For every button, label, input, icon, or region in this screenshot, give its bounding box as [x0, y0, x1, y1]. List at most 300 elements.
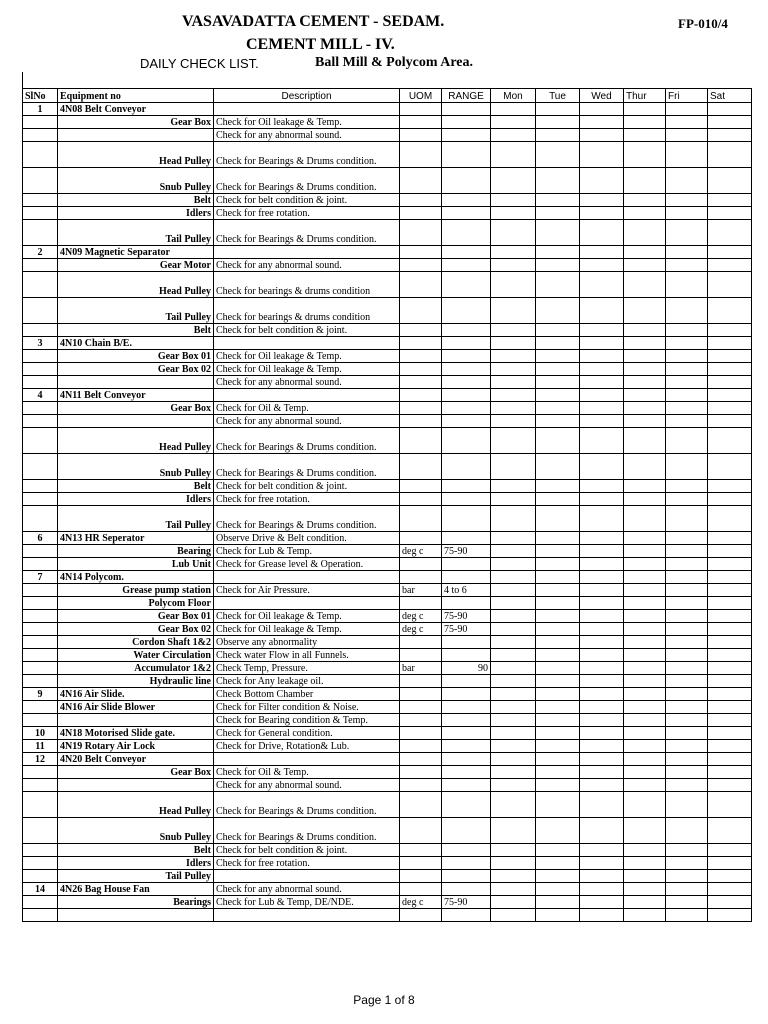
cell-wed-entry[interactable]	[580, 415, 624, 428]
cell-wed-entry[interactable]	[580, 103, 624, 116]
cell-wed-entry[interactable]	[580, 844, 624, 857]
cell-mon-entry[interactable]	[491, 779, 536, 792]
cell-sat-entry[interactable]	[708, 493, 752, 506]
cell-fri-entry[interactable]	[666, 376, 708, 389]
cell-thur-entry[interactable]	[624, 246, 666, 259]
cell-mon-entry[interactable]	[491, 493, 536, 506]
cell-mon-entry[interactable]	[491, 649, 536, 662]
cell-thur-entry[interactable]	[624, 597, 666, 610]
cell-wed-entry[interactable]	[580, 142, 624, 168]
cell-mon-entry[interactable]	[491, 428, 536, 454]
cell-sat-entry[interactable]	[708, 675, 752, 688]
cell-sat-entry[interactable]	[708, 727, 752, 740]
cell-tue-entry[interactable]	[536, 701, 580, 714]
cell-mon-entry[interactable]	[491, 298, 536, 324]
cell-thur-entry[interactable]	[624, 636, 666, 649]
cell-tue-entry[interactable]	[536, 545, 580, 558]
cell-mon-entry[interactable]	[491, 207, 536, 220]
cell-mon-entry[interactable]	[491, 857, 536, 870]
cell-mon-entry[interactable]	[491, 558, 536, 571]
cell-thur-entry[interactable]	[624, 649, 666, 662]
cell-wed-entry[interactable]	[580, 532, 624, 545]
cell-fri-entry[interactable]	[666, 649, 708, 662]
cell-tue-entry[interactable]	[536, 675, 580, 688]
cell-tue-entry[interactable]	[536, 727, 580, 740]
cell-sat-entry[interactable]	[708, 792, 752, 818]
cell-wed-entry[interactable]	[580, 610, 624, 623]
cell-fri-entry[interactable]	[666, 428, 708, 454]
cell-thur-entry[interactable]	[624, 909, 666, 922]
cell-tue-entry[interactable]	[536, 207, 580, 220]
cell-sat-entry[interactable]	[708, 376, 752, 389]
cell-tue-entry[interactable]	[536, 714, 580, 727]
cell-sat-entry[interactable]	[708, 220, 752, 246]
cell-tue-entry[interactable]	[536, 194, 580, 207]
cell-wed-entry[interactable]	[580, 168, 624, 194]
cell-thur-entry[interactable]	[624, 545, 666, 558]
cell-wed-entry[interactable]	[580, 727, 624, 740]
cell-fri-entry[interactable]	[666, 129, 708, 142]
cell-mon-entry[interactable]	[491, 220, 536, 246]
cell-thur-entry[interactable]	[624, 116, 666, 129]
cell-sat-entry[interactable]	[708, 909, 752, 922]
cell-fri-entry[interactable]	[666, 506, 708, 532]
cell-wed-entry[interactable]	[580, 909, 624, 922]
cell-sat-entry[interactable]	[708, 506, 752, 532]
cell-sat-entry[interactable]	[708, 259, 752, 272]
cell-thur-entry[interactable]	[624, 142, 666, 168]
cell-sat-entry[interactable]	[708, 402, 752, 415]
cell-sat-entry[interactable]	[708, 571, 752, 584]
cell-tue-entry[interactable]	[536, 116, 580, 129]
cell-thur-entry[interactable]	[624, 415, 666, 428]
cell-mon-entry[interactable]	[491, 636, 536, 649]
cell-sat-entry[interactable]	[708, 363, 752, 376]
cell-sat-entry[interactable]	[708, 194, 752, 207]
cell-wed-entry[interactable]	[580, 545, 624, 558]
cell-fri-entry[interactable]	[666, 493, 708, 506]
cell-sat-entry[interactable]	[708, 649, 752, 662]
cell-thur-entry[interactable]	[624, 298, 666, 324]
cell-tue-entry[interactable]	[536, 415, 580, 428]
cell-fri-entry[interactable]	[666, 753, 708, 766]
cell-mon-entry[interactable]	[491, 129, 536, 142]
cell-sat-entry[interactable]	[708, 545, 752, 558]
cell-tue-entry[interactable]	[536, 142, 580, 168]
cell-fri-entry[interactable]	[666, 363, 708, 376]
cell-tue-entry[interactable]	[536, 844, 580, 857]
cell-mon-entry[interactable]	[491, 896, 536, 909]
cell-sat-entry[interactable]	[708, 584, 752, 597]
cell-mon-entry[interactable]	[491, 870, 536, 883]
cell-thur-entry[interactable]	[624, 688, 666, 701]
cell-sat-entry[interactable]	[708, 636, 752, 649]
cell-tue-entry[interactable]	[536, 883, 580, 896]
cell-fri-entry[interactable]	[666, 142, 708, 168]
cell-tue-entry[interactable]	[536, 649, 580, 662]
cell-fri-entry[interactable]	[666, 545, 708, 558]
cell-thur-entry[interactable]	[624, 493, 666, 506]
cell-sat-entry[interactable]	[708, 428, 752, 454]
cell-sat-entry[interactable]	[708, 870, 752, 883]
cell-mon-entry[interactable]	[491, 259, 536, 272]
cell-sat-entry[interactable]	[708, 623, 752, 636]
cell-sat-entry[interactable]	[708, 272, 752, 298]
cell-thur-entry[interactable]	[624, 207, 666, 220]
cell-wed-entry[interactable]	[580, 480, 624, 493]
cell-thur-entry[interactable]	[624, 558, 666, 571]
cell-mon-entry[interactable]	[491, 610, 536, 623]
cell-wed-entry[interactable]	[580, 597, 624, 610]
cell-mon-entry[interactable]	[491, 454, 536, 480]
cell-thur-entry[interactable]	[624, 480, 666, 493]
cell-tue-entry[interactable]	[536, 688, 580, 701]
cell-tue-entry[interactable]	[536, 532, 580, 545]
cell-thur-entry[interactable]	[624, 532, 666, 545]
cell-thur-entry[interactable]	[624, 766, 666, 779]
cell-thur-entry[interactable]	[624, 584, 666, 597]
cell-sat-entry[interactable]	[708, 701, 752, 714]
cell-fri-entry[interactable]	[666, 389, 708, 402]
cell-sat-entry[interactable]	[708, 454, 752, 480]
cell-tue-entry[interactable]	[536, 376, 580, 389]
cell-thur-entry[interactable]	[624, 506, 666, 532]
cell-mon-entry[interactable]	[491, 506, 536, 532]
cell-sat-entry[interactable]	[708, 103, 752, 116]
cell-thur-entry[interactable]	[624, 623, 666, 636]
cell-mon-entry[interactable]	[491, 194, 536, 207]
cell-sat-entry[interactable]	[708, 324, 752, 337]
cell-thur-entry[interactable]	[624, 779, 666, 792]
cell-wed-entry[interactable]	[580, 701, 624, 714]
cell-mon-entry[interactable]	[491, 103, 536, 116]
cell-tue-entry[interactable]	[536, 298, 580, 324]
cell-wed-entry[interactable]	[580, 363, 624, 376]
cell-fri-entry[interactable]	[666, 662, 708, 675]
cell-fri-entry[interactable]	[666, 207, 708, 220]
cell-tue-entry[interactable]	[536, 740, 580, 753]
cell-sat-entry[interactable]	[708, 662, 752, 675]
cell-fri-entry[interactable]	[666, 610, 708, 623]
cell-fri-entry[interactable]	[666, 259, 708, 272]
cell-wed-entry[interactable]	[580, 207, 624, 220]
cell-wed-entry[interactable]	[580, 883, 624, 896]
cell-mon-entry[interactable]	[491, 376, 536, 389]
cell-tue-entry[interactable]	[536, 753, 580, 766]
cell-fri-entry[interactable]	[666, 909, 708, 922]
cell-fri-entry[interactable]	[666, 584, 708, 597]
cell-thur-entry[interactable]	[624, 870, 666, 883]
cell-fri-entry[interactable]	[666, 727, 708, 740]
cell-fri-entry[interactable]	[666, 883, 708, 896]
cell-sat-entry[interactable]	[708, 610, 752, 623]
cell-fri-entry[interactable]	[666, 740, 708, 753]
cell-tue-entry[interactable]	[536, 909, 580, 922]
cell-mon-entry[interactable]	[491, 363, 536, 376]
cell-tue-entry[interactable]	[536, 272, 580, 298]
cell-wed-entry[interactable]	[580, 571, 624, 584]
cell-thur-entry[interactable]	[624, 129, 666, 142]
cell-wed-entry[interactable]	[580, 428, 624, 454]
cell-tue-entry[interactable]	[536, 597, 580, 610]
cell-sat-entry[interactable]	[708, 207, 752, 220]
cell-mon-entry[interactable]	[491, 766, 536, 779]
cell-sat-entry[interactable]	[708, 844, 752, 857]
cell-mon-entry[interactable]	[491, 415, 536, 428]
cell-tue-entry[interactable]	[536, 259, 580, 272]
cell-thur-entry[interactable]	[624, 168, 666, 194]
cell-fri-entry[interactable]	[666, 792, 708, 818]
cell-fri-entry[interactable]	[666, 779, 708, 792]
cell-tue-entry[interactable]	[536, 454, 580, 480]
cell-thur-entry[interactable]	[624, 194, 666, 207]
cell-wed-entry[interactable]	[580, 454, 624, 480]
cell-sat-entry[interactable]	[708, 688, 752, 701]
cell-thur-entry[interactable]	[624, 818, 666, 844]
cell-fri-entry[interactable]	[666, 571, 708, 584]
cell-tue-entry[interactable]	[536, 584, 580, 597]
cell-wed-entry[interactable]	[580, 714, 624, 727]
cell-fri-entry[interactable]	[666, 220, 708, 246]
cell-sat-entry[interactable]	[708, 142, 752, 168]
cell-fri-entry[interactable]	[666, 480, 708, 493]
cell-tue-entry[interactable]	[536, 350, 580, 363]
cell-mon-entry[interactable]	[491, 532, 536, 545]
cell-fri-entry[interactable]	[666, 402, 708, 415]
cell-mon-entry[interactable]	[491, 727, 536, 740]
cell-tue-entry[interactable]	[536, 506, 580, 532]
cell-fri-entry[interactable]	[666, 168, 708, 194]
cell-wed-entry[interactable]	[580, 506, 624, 532]
cell-sat-entry[interactable]	[708, 298, 752, 324]
cell-mon-entry[interactable]	[491, 116, 536, 129]
cell-sat-entry[interactable]	[708, 558, 752, 571]
cell-mon-entry[interactable]	[491, 597, 536, 610]
cell-mon-entry[interactable]	[491, 545, 536, 558]
cell-thur-entry[interactable]	[624, 610, 666, 623]
cell-thur-entry[interactable]	[624, 675, 666, 688]
cell-fri-entry[interactable]	[666, 870, 708, 883]
cell-fri-entry[interactable]	[666, 597, 708, 610]
cell-sat-entry[interactable]	[708, 779, 752, 792]
cell-wed-entry[interactable]	[580, 376, 624, 389]
cell-thur-entry[interactable]	[624, 701, 666, 714]
cell-fri-entry[interactable]	[666, 337, 708, 350]
cell-fri-entry[interactable]	[666, 675, 708, 688]
cell-sat-entry[interactable]	[708, 740, 752, 753]
cell-sat-entry[interactable]	[708, 116, 752, 129]
cell-tue-entry[interactable]	[536, 623, 580, 636]
cell-tue-entry[interactable]	[536, 389, 580, 402]
cell-thur-entry[interactable]	[624, 792, 666, 818]
cell-wed-entry[interactable]	[580, 350, 624, 363]
cell-wed-entry[interactable]	[580, 194, 624, 207]
cell-mon-entry[interactable]	[491, 714, 536, 727]
cell-mon-entry[interactable]	[491, 844, 536, 857]
cell-fri-entry[interactable]	[666, 714, 708, 727]
cell-fri-entry[interactable]	[666, 350, 708, 363]
cell-sat-entry[interactable]	[708, 389, 752, 402]
cell-thur-entry[interactable]	[624, 844, 666, 857]
cell-fri-entry[interactable]	[666, 324, 708, 337]
cell-fri-entry[interactable]	[666, 298, 708, 324]
cell-sat-entry[interactable]	[708, 168, 752, 194]
cell-tue-entry[interactable]	[536, 402, 580, 415]
cell-wed-entry[interactable]	[580, 857, 624, 870]
cell-tue-entry[interactable]	[536, 363, 580, 376]
cell-mon-entry[interactable]	[491, 753, 536, 766]
cell-wed-entry[interactable]	[580, 402, 624, 415]
cell-wed-entry[interactable]	[580, 779, 624, 792]
cell-fri-entry[interactable]	[666, 688, 708, 701]
cell-thur-entry[interactable]	[624, 376, 666, 389]
cell-wed-entry[interactable]	[580, 818, 624, 844]
cell-mon-entry[interactable]	[491, 909, 536, 922]
cell-mon-entry[interactable]	[491, 688, 536, 701]
cell-thur-entry[interactable]	[624, 350, 666, 363]
cell-wed-entry[interactable]	[580, 584, 624, 597]
cell-mon-entry[interactable]	[491, 389, 536, 402]
cell-thur-entry[interactable]	[624, 103, 666, 116]
cell-sat-entry[interactable]	[708, 246, 752, 259]
cell-mon-entry[interactable]	[491, 701, 536, 714]
cell-tue-entry[interactable]	[536, 870, 580, 883]
cell-mon-entry[interactable]	[491, 571, 536, 584]
cell-sat-entry[interactable]	[708, 896, 752, 909]
cell-wed-entry[interactable]	[580, 337, 624, 350]
cell-wed-entry[interactable]	[580, 116, 624, 129]
cell-fri-entry[interactable]	[666, 415, 708, 428]
cell-sat-entry[interactable]	[708, 883, 752, 896]
cell-tue-entry[interactable]	[536, 662, 580, 675]
cell-fri-entry[interactable]	[666, 116, 708, 129]
cell-fri-entry[interactable]	[666, 818, 708, 844]
cell-mon-entry[interactable]	[491, 272, 536, 298]
cell-wed-entry[interactable]	[580, 740, 624, 753]
cell-sat-entry[interactable]	[708, 415, 752, 428]
cell-tue-entry[interactable]	[536, 792, 580, 818]
cell-thur-entry[interactable]	[624, 259, 666, 272]
cell-mon-entry[interactable]	[491, 402, 536, 415]
cell-wed-entry[interactable]	[580, 675, 624, 688]
cell-thur-entry[interactable]	[624, 324, 666, 337]
cell-thur-entry[interactable]	[624, 857, 666, 870]
cell-mon-entry[interactable]	[491, 584, 536, 597]
cell-tue-entry[interactable]	[536, 558, 580, 571]
cell-thur-entry[interactable]	[624, 662, 666, 675]
cell-mon-entry[interactable]	[491, 350, 536, 363]
cell-mon-entry[interactable]	[491, 142, 536, 168]
cell-wed-entry[interactable]	[580, 246, 624, 259]
cell-wed-entry[interactable]	[580, 870, 624, 883]
cell-wed-entry[interactable]	[580, 766, 624, 779]
cell-sat-entry[interactable]	[708, 714, 752, 727]
cell-thur-entry[interactable]	[624, 727, 666, 740]
cell-thur-entry[interactable]	[624, 454, 666, 480]
cell-tue-entry[interactable]	[536, 779, 580, 792]
cell-fri-entry[interactable]	[666, 623, 708, 636]
cell-wed-entry[interactable]	[580, 324, 624, 337]
cell-fri-entry[interactable]	[666, 701, 708, 714]
cell-sat-entry[interactable]	[708, 857, 752, 870]
cell-mon-entry[interactable]	[491, 246, 536, 259]
cell-thur-entry[interactable]	[624, 272, 666, 298]
cell-sat-entry[interactable]	[708, 532, 752, 545]
cell-wed-entry[interactable]	[580, 896, 624, 909]
cell-thur-entry[interactable]	[624, 753, 666, 766]
cell-thur-entry[interactable]	[624, 714, 666, 727]
cell-tue-entry[interactable]	[536, 896, 580, 909]
cell-thur-entry[interactable]	[624, 896, 666, 909]
cell-mon-entry[interactable]	[491, 480, 536, 493]
cell-sat-entry[interactable]	[708, 129, 752, 142]
cell-tue-entry[interactable]	[536, 766, 580, 779]
cell-thur-entry[interactable]	[624, 571, 666, 584]
cell-thur-entry[interactable]	[624, 428, 666, 454]
cell-wed-entry[interactable]	[580, 792, 624, 818]
cell-tue-entry[interactable]	[536, 610, 580, 623]
cell-thur-entry[interactable]	[624, 220, 666, 246]
cell-tue-entry[interactable]	[536, 129, 580, 142]
cell-thur-entry[interactable]	[624, 363, 666, 376]
cell-tue-entry[interactable]	[536, 493, 580, 506]
cell-sat-entry[interactable]	[708, 753, 752, 766]
cell-thur-entry[interactable]	[624, 337, 666, 350]
cell-tue-entry[interactable]	[536, 246, 580, 259]
cell-wed-entry[interactable]	[580, 259, 624, 272]
cell-sat-entry[interactable]	[708, 597, 752, 610]
cell-wed-entry[interactable]	[580, 623, 624, 636]
cell-fri-entry[interactable]	[666, 532, 708, 545]
cell-mon-entry[interactable]	[491, 168, 536, 194]
cell-wed-entry[interactable]	[580, 272, 624, 298]
cell-fri-entry[interactable]	[666, 844, 708, 857]
cell-thur-entry[interactable]	[624, 389, 666, 402]
cell-mon-entry[interactable]	[491, 623, 536, 636]
cell-tue-entry[interactable]	[536, 428, 580, 454]
cell-tue-entry[interactable]	[536, 480, 580, 493]
cell-wed-entry[interactable]	[580, 493, 624, 506]
cell-mon-entry[interactable]	[491, 740, 536, 753]
cell-wed-entry[interactable]	[580, 389, 624, 402]
cell-mon-entry[interactable]	[491, 337, 536, 350]
cell-wed-entry[interactable]	[580, 649, 624, 662]
cell-tue-entry[interactable]	[536, 857, 580, 870]
cell-tue-entry[interactable]	[536, 220, 580, 246]
cell-wed-entry[interactable]	[580, 129, 624, 142]
cell-fri-entry[interactable]	[666, 636, 708, 649]
cell-tue-entry[interactable]	[536, 103, 580, 116]
cell-tue-entry[interactable]	[536, 636, 580, 649]
cell-thur-entry[interactable]	[624, 740, 666, 753]
cell-sat-entry[interactable]	[708, 350, 752, 363]
cell-mon-entry[interactable]	[491, 662, 536, 675]
cell-tue-entry[interactable]	[536, 337, 580, 350]
cell-wed-entry[interactable]	[580, 220, 624, 246]
cell-wed-entry[interactable]	[580, 636, 624, 649]
cell-mon-entry[interactable]	[491, 818, 536, 844]
cell-sat-entry[interactable]	[708, 818, 752, 844]
cell-mon-entry[interactable]	[491, 675, 536, 688]
cell-sat-entry[interactable]	[708, 337, 752, 350]
cell-tue-entry[interactable]	[536, 168, 580, 194]
cell-wed-entry[interactable]	[580, 662, 624, 675]
cell-fri-entry[interactable]	[666, 896, 708, 909]
cell-tue-entry[interactable]	[536, 818, 580, 844]
cell-wed-entry[interactable]	[580, 558, 624, 571]
cell-fri-entry[interactable]	[666, 272, 708, 298]
cell-sat-entry[interactable]	[708, 480, 752, 493]
